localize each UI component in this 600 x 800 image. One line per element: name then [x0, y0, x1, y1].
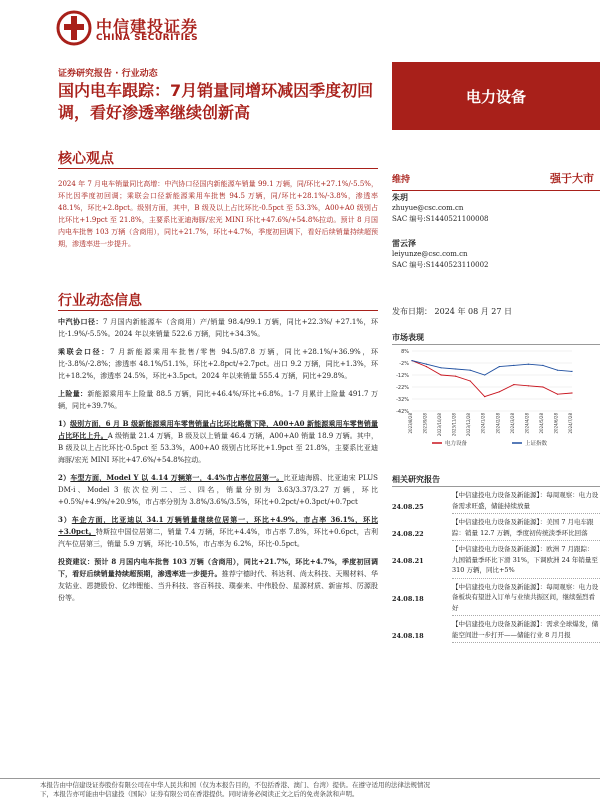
footer-line: 本报告由中信建设证券股份有限公司在中华人民共和国（仅为本报告目的，不包括香港、澳门、台湾）提供。在遵守适用的法律法规情况	[40, 781, 430, 789]
legend-label: 上证指数	[525, 441, 548, 447]
related-report-date: 24.08.25	[392, 503, 424, 511]
analyst-name: 朱玥	[392, 193, 408, 202]
divider	[392, 486, 600, 487]
related-report-item[interactable]	[392, 582, 600, 617]
y-tick-label: -32%	[396, 397, 409, 403]
divider	[58, 310, 378, 311]
analyst-name: 雷云泽	[392, 239, 416, 248]
data-point	[440, 367, 441, 368]
item-lead: 级别方面，6 月 B 级新能源乘用车零售销量占比环比略微下降，A00+A0 新能源乘用车零售销量占比环比上升。	[58, 419, 378, 440]
data-point	[426, 364, 427, 365]
legend-label: 电力设备	[445, 441, 468, 447]
y-tick-label: -42%	[396, 409, 409, 415]
data-point	[484, 396, 485, 397]
related-report-date: 24.08.22	[392, 530, 424, 538]
publish-date: 发布日期： 2024 年 08 月 27 日	[392, 307, 512, 316]
data-point	[571, 392, 572, 393]
data-point	[542, 386, 543, 387]
item-number: 1）	[58, 419, 71, 428]
data-point	[440, 374, 441, 375]
core-paragraph	[58, 178, 378, 250]
data-point	[455, 376, 456, 377]
related-report-title[interactable]: 【中信建投电力设备及新能源】：需求全球爆发，储能空间进一步打开——储能行业 8 月月报	[452, 619, 600, 643]
company-logo	[56, 8, 206, 50]
x-tick-label: 2023/11/28	[451, 413, 457, 437]
report-type: 证券研究报告 · 行业动态	[58, 69, 158, 79]
x-tick-label: 2023/12/28	[466, 413, 472, 437]
data-point	[411, 360, 412, 361]
item-text: 特斯拉中国位居第二，销量 7.4 万辆，环比+4.4%，市占率 7.8%，环比+0.6pct，吉利汽车位居第三，销量 5.9 万辆，环比-10.5%，市占率为 6.2%，环比-0.5pct。	[58, 528, 378, 548]
x-tick-label: 2024/4/28	[524, 413, 530, 434]
caam-lead: 中汽协口径：	[58, 317, 103, 326]
item-lead: 车型方面，Model Y 以 4.14 万辆第一，4.4%市占率位居第一。	[70, 473, 284, 482]
cpca-lead: 乘联会口径：	[58, 347, 110, 356]
data-point	[571, 371, 572, 372]
x-tick-label: 2023/8/28	[408, 413, 413, 434]
related-list	[392, 490, 600, 646]
data-point	[484, 374, 485, 375]
market-title: 市场表现	[392, 333, 424, 342]
related-report-item[interactable]	[392, 517, 600, 541]
disclaimer-footer	[0, 778, 600, 799]
analyst-block	[392, 192, 488, 225]
x-tick-label: 2023/10/28	[437, 413, 443, 437]
item-text: 比亚迪海鸥、比亚迪宋 PLUS DM-i、Model 3 依次位列二、三、四名，销量分别为 3.63/3.37/3.27 万辆，环比+0.5%/+4.9%/+20.9%，市占率分别为 3.8%/3.6%/3.5%，环比+0.2pct/+0.3pct/+0.7pct	[58, 474, 378, 506]
item-number: 3）	[58, 515, 72, 524]
related-report-title[interactable]: 【中信建投电力设备及新能源】：每周观察：电力设备需求旺盛，储能持续放量	[452, 490, 600, 514]
data-point	[528, 364, 529, 365]
industry-info-body	[58, 316, 378, 604]
data-point	[470, 380, 471, 381]
y-tick-label: 8%	[401, 349, 409, 355]
related-title: 相关研究报告	[392, 475, 440, 484]
analyst-email[interactable]: leiyunze@csc.com.cn	[392, 250, 468, 258]
x-tick-label: 2024/7/28	[568, 413, 573, 434]
related-report-date: 24.08.18	[392, 594, 424, 603]
series-line-0	[412, 361, 572, 397]
logo-emblem-icon	[56, 10, 92, 46]
item-lead: 车企方面，比亚迪以 34.1 万辆销量继续位居第一，环比+4.9%，市占率 36.1%，环比+3.0pct。	[58, 515, 378, 536]
list-item	[58, 514, 378, 550]
invest-lead: 投资建议：	[58, 557, 95, 566]
x-tick-label: 2024/5/28	[538, 413, 544, 434]
divider	[392, 190, 600, 191]
rating-value: 强于大市	[550, 172, 594, 185]
x-tick-label: 2024/2/28	[495, 413, 501, 434]
caam-paragraph	[58, 316, 378, 340]
cpca-paragraph	[58, 346, 378, 382]
data-point	[542, 365, 543, 366]
x-tick-label: 2024/6/28	[553, 413, 559, 434]
item-text: A 级销量 21.4 万辆，B 级及以上销量 46.4 万辆，A00+A0 销量 18.9 万辆。其中，B 级及以上占比环比-0.5pct 至 53.3%，A00+A0 级别占比环比+1.9pct 至 21.8%，主要系比亚迪海豚/宏光 MINI 环比+47.6%/+54.8%拉动。	[58, 432, 379, 464]
item-number: 2）	[58, 473, 71, 482]
data-point	[426, 366, 427, 367]
page-title: 国内电车跟踪：7月销量同增环减因季度初回调，看好渗透率继续创新高	[58, 81, 374, 122]
data-point	[455, 368, 456, 369]
analyst-block	[392, 238, 488, 271]
logo-en-text: CHINA SECURITIES	[96, 33, 199, 43]
x-tick-label: 2024/1/28	[480, 413, 486, 434]
list-item	[58, 418, 378, 466]
related-report-item[interactable]	[392, 490, 600, 514]
data-point	[557, 394, 558, 395]
core-heading: 核心观点	[58, 151, 114, 167]
invest-text: 推荐宁德时代、科达利、尚太科技、天赐材料、华友钴业、恩捷股份、亿纬锂能、当升科技、容百科技、璞泰来、中伟股份、星源材质、新宙邦、厉源股份等。	[58, 570, 379, 602]
rating-label: 维持	[392, 175, 411, 185]
divider	[58, 168, 378, 169]
industry-info-heading: 行业动态信息	[58, 293, 142, 309]
invest-bold: 预计 8 月国内电车批售 103 万辆（含商用），同比+21.7%，环比+4.7%，季度初回调下，看好后续销量持续超预期，渗透率进一步提升。	[58, 557, 378, 578]
core-body: 中汽协口径国内新能源车销量 99.1 万辆，同/环比+27.1%/-5.5%，环比因季度初回调；乘联会口径新能源乘用车批售 94.5 万辆，同/环比+28.1%/-3.8%，渗透率 48.1%，环比+2.8pct。级别方面，其中，B 级及以上占比环比-0.5pct 至 53.3%，A00+A0 级别占比环比+1.9pct 至 21.8%，主要系比亚迪海豚/宏光 MINI 环比+47.6%/+54.8%拉动。预计 8 月国内电车批售 103 万辆（含商用），同比+21.7%，环比+4.7%，季度初回调下，看好后续销量持续超预期，渗透率进一步提升。	[58, 180, 378, 248]
insurance-lead: 上险量：	[58, 389, 88, 398]
market-performance-chart	[392, 345, 600, 450]
analyst-email[interactable]: zhuyue@csc.com.cn	[392, 204, 464, 212]
investment-advice	[58, 556, 378, 604]
data-point	[513, 384, 514, 385]
analyst-sac: SAC 编号:S1440523110002	[392, 261, 489, 269]
insurance-text: 新能源乘用车上险量 88.5 万辆，同比+46.4%/环比+6.8%。1-7 月累计上险量 491.7 万辆，同比+39.7%。	[58, 390, 379, 410]
data-point	[499, 391, 500, 392]
x-tick-label: 2023/9/28	[422, 413, 428, 434]
data-point	[557, 370, 558, 371]
related-report-item[interactable]	[392, 619, 600, 643]
related-report-item[interactable]	[392, 544, 600, 579]
related-report-title[interactable]: 【中信建投电力设备及新能源】：美国 7 月电车跟踪：销量 12.7 万辆，季度初传统淡季环比回落	[452, 517, 600, 541]
y-tick-label: -22%	[396, 385, 409, 391]
analyst-sac: SAC 编号:S1440521100008	[392, 215, 489, 223]
caam-text: 7 月国内新能源车（含商用）产/销量 98.4/99.1 万辆，同比+22.3%/ +27.1%，环比-1.9%/-5.5%。2024 年以来销量 522.6 万辆，同比+34.3%。	[58, 318, 379, 338]
cpca-text: 7 月新能源乘用车批售/零售 94.5/87.8 万辆，同比+28.1%/+36.9%，环比-3.8%/-2.8%；渗透率 48.1%/51.1%，环比+2.8pct/+2.7pct。出口 9.2 万辆，同比+1.3%，环比+18.2%，渗透率 24.5%，环比+3.5pct。2024 年以来销量 555.4 万辆，同比+29.8%。	[58, 348, 378, 380]
data-point	[470, 370, 471, 371]
x-tick-label: 2024/3/28	[509, 413, 515, 434]
data-point	[499, 366, 500, 367]
insurance-paragraph	[58, 388, 378, 412]
rating-row	[392, 168, 600, 188]
logo-cn-text: 中信建投证券	[96, 17, 199, 36]
list-item	[58, 472, 378, 508]
industry-banner: 电力设备	[392, 62, 600, 130]
footer-line: 下，本报告亦可能由中信建投（国际）证券有限公司在香港提供。同时请务必阅读正文之后的免责条款和声明。	[40, 790, 359, 798]
related-report-date: 24.08.18	[392, 632, 424, 640]
related-report-title[interactable]: 【中信建投电力设备及新能源】：每周观察：电力设备板块有望进入订单与业绩共振区间，继续强烈看好	[452, 582, 600, 617]
y-tick-label: -2%	[399, 361, 409, 367]
y-tick-label: -12%	[396, 373, 409, 379]
data-point	[513, 365, 514, 366]
data-point	[528, 385, 529, 386]
related-report-date: 24.08.21	[392, 557, 424, 565]
core-lead: 2024 年 7 月电车销量同比高增：	[58, 180, 165, 188]
related-report-title[interactable]: 【中信建投电力设备及新能源】：欧洲 7 月跟踪：九国销量季环比下滑 31%，下调欧洲 24 年销量至 310 万辆，同比+5%	[452, 544, 600, 579]
